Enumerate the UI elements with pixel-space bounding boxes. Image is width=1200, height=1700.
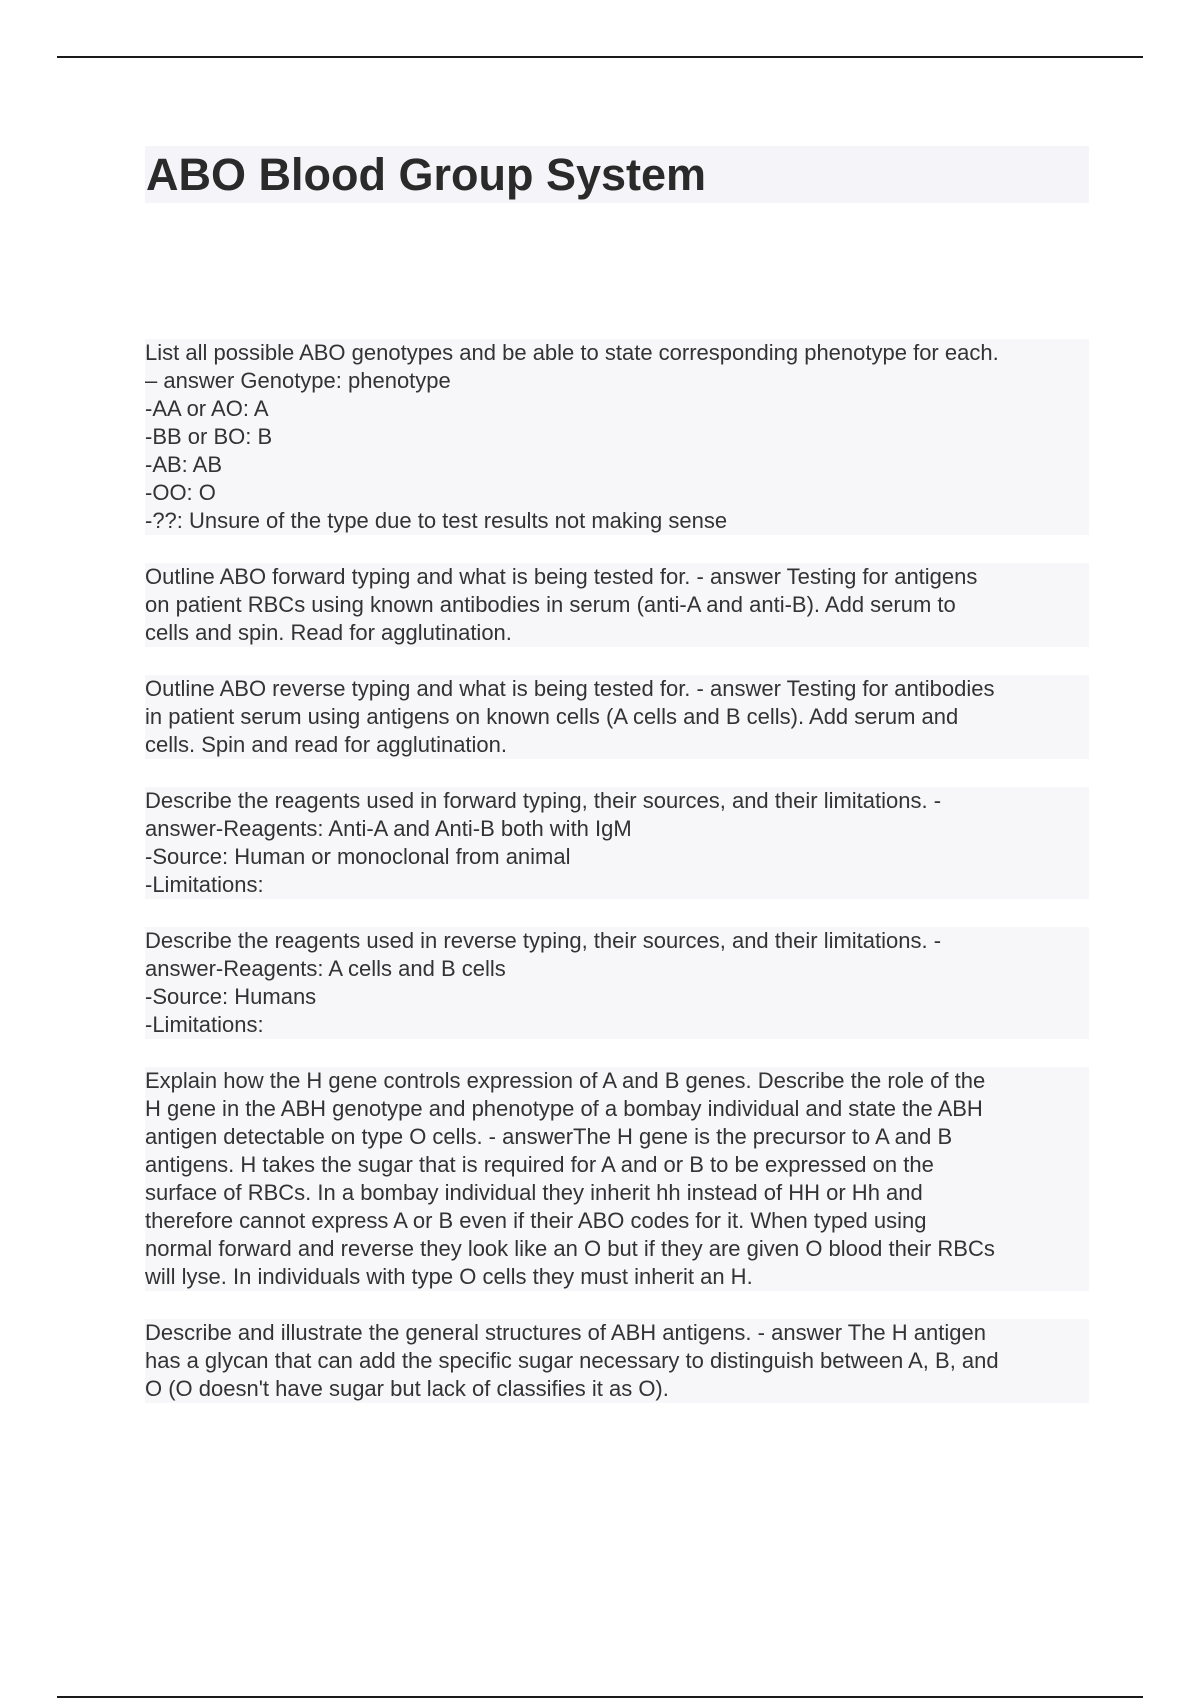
- qa-item: [145, 787, 1089, 899]
- qa-text: Explain how the H gene controls expression of A and B genes. Describe the role of the H gene in the ABH genotype and phenotype of a bombay individual and state the ABH antigen detectable on type O cells. - answerThe H gene is the precursor to A and B antigens. H takes the sugar that is required for A and or B to be expressed on the surface of RBCs. In a bombay individual they inherit hh instead of HH or Hh and therefore cannot express A or B even if their ABO codes for it. When typed using normal forward and reverse they look like an O but if they are given O blood their RBCs will lyse. In individuals with type O cells they must inherit an H.: [145, 1067, 1089, 1291]
- qa-item: [145, 1067, 1089, 1291]
- qa-list: [145, 339, 1089, 1431]
- page-title: ABO Blood Group System: [146, 149, 707, 200]
- top-rule: [57, 56, 1143, 58]
- qa-item: [145, 339, 1089, 535]
- qa-item: [145, 563, 1089, 647]
- bottom-rule: [57, 1696, 1143, 1698]
- qa-text: List all possible ABO genotypes and be able to state corresponding phenotype for each. – answer Genotype: phenotype -AA or AO: A -BB or BO: B -AB: AB -OO: O -??: Unsure of the type due to test results not making sense: [145, 339, 1089, 535]
- qa-text: Outline ABO reverse typing and what is being tested for. - answer Testing for antibodies in patient serum using antigens on known cells (A cells and B cells). Add serum and cells. Spin and read for agglutination.: [145, 675, 1089, 759]
- qa-item: [145, 675, 1089, 759]
- qa-text: Describe the reagents used in forward typing, their sources, and their limitations. - answer-Reagents: Anti-A and Anti-B both with IgM -Source: Human or monoclonal from animal -Limitations:: [145, 787, 1089, 899]
- qa-item: [145, 927, 1089, 1039]
- qa-text: Describe and illustrate the general structures of ABH antigens. - answer The H antigen has a glycan that can add the specific sugar necessary to distinguish between A, B, and O (O doesn't have sugar but lack of classifies it as O).: [145, 1319, 1089, 1403]
- qa-text: Describe the reagents used in reverse typing, their sources, and their limitations. - answer-Reagents: A cells and B cells -Source: Humans -Limitations:: [145, 927, 1089, 1039]
- qa-item: [145, 1319, 1089, 1403]
- qa-text: Outline ABO forward typing and what is being tested for. - answer Testing for antigens on patient RBCs using known antibodies in serum (anti-A and anti-B). Add serum to cells and spin. Read for agglutination.: [145, 563, 1089, 647]
